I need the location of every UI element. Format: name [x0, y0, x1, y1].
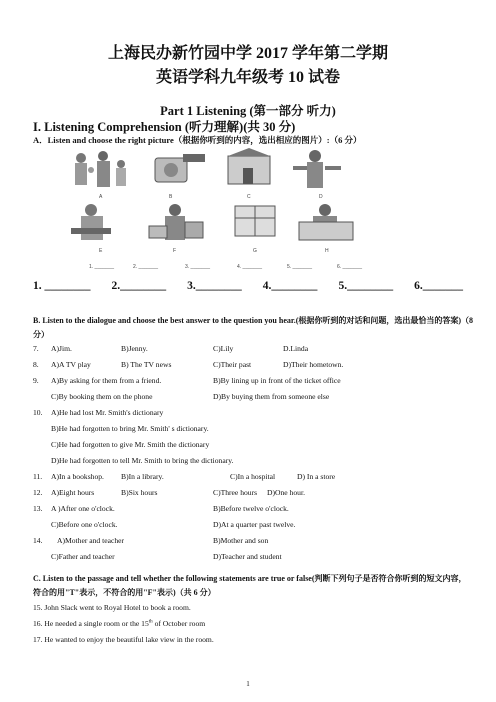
q9-option-b: B)By lining up in front of the ticket office	[213, 376, 341, 385]
page-number: 1	[246, 680, 250, 688]
q9-option-d: D)By buying them from someone else	[213, 392, 330, 401]
q12-option-a: A)Eight hours	[51, 488, 95, 497]
q7-option-b: B)Jenny.	[121, 344, 148, 353]
q11-option-d: D) In a store	[297, 472, 336, 481]
q13-option-a: A )After one o'clock.	[51, 504, 115, 513]
q7-option-a: A)Jim.	[51, 344, 72, 353]
picture-number-4: 4. _______	[237, 264, 263, 270]
picture-d	[293, 150, 341, 188]
q9-option-c: C)By booking them on the phone	[51, 392, 153, 401]
statement-16	[33, 619, 205, 628]
q10-option-b: B)He had forgotten to bring Mr. Smith' s dictionary.	[51, 424, 209, 433]
q7-number: 7.	[33, 344, 39, 353]
q7-option-c: C)Lily	[213, 344, 234, 353]
section-i-heading: I. Listening Comprehension (听力理解)(共 30 分)	[33, 120, 296, 134]
q14-option-a: A)Mother and teacher	[57, 536, 125, 545]
q8-option-c: C)Their past	[213, 360, 252, 369]
picture-g	[235, 206, 275, 236]
picture-h	[299, 204, 353, 240]
q9-option-a: A)By asking for them from a friend.	[51, 376, 162, 385]
section-c-instruction: C. Listen to the passage and tell whether the following statements are true or false(判断下列句子是否符合你听到的短文内容，符合的用"T"表示，不符合的用"F"表示)（共 6 分）	[33, 574, 467, 597]
section-a-instruction: A．Listen and choose the right picture（根据你听到的内容，选出相应的图片）:（6 分）	[33, 135, 362, 145]
q7-option-d: D.Linda	[283, 344, 309, 353]
statement-15: 15. John Slack went to Royal Hotel to book a room.	[33, 603, 191, 612]
picture-letter-a: A	[99, 194, 103, 200]
picture-number-1: 1. _______	[89, 264, 115, 270]
school-title: 上海民办新竹园中学 2017 学年第二学期	[107, 45, 388, 62]
picture-b	[155, 154, 205, 182]
exam-title: 英语学科九年级考 10 试卷	[155, 69, 340, 86]
q13-option-b: B)Before twelve o'clock.	[213, 504, 289, 513]
picture-letter-c: C	[247, 194, 251, 200]
picture-number-3: 3. _______	[185, 264, 211, 270]
picture-f	[149, 204, 203, 240]
q8-option-b: B) The TV news	[121, 360, 172, 369]
picture-a	[75, 151, 126, 187]
q9-number: 9.	[33, 376, 39, 385]
q11-option-a: A)In a bookshop.	[51, 472, 104, 481]
picture-number-5: 5. _______	[287, 264, 313, 270]
picture-number-2: 2. _______	[133, 264, 159, 270]
listening-pictures	[63, 148, 393, 272]
picture-letter-h: H	[325, 248, 329, 254]
answer-blank-5[interactable]: 5.________	[338, 280, 394, 292]
statement-17: 17. He wanted to enjoy the beautiful lake view in the room.	[33, 635, 214, 644]
q11-option-b: B)In a library.	[121, 472, 164, 481]
answer-blank-4[interactable]: 4.________	[262, 280, 318, 292]
q8-option-d: D)Their hometown.	[283, 360, 344, 369]
q13-option-c: C)Before one o'clock.	[51, 520, 118, 529]
picture-letter-b: B	[169, 194, 173, 200]
picture-c	[228, 148, 270, 184]
part-heading: Part 1 Listening (第一部分 听力)	[160, 104, 336, 118]
picture-e	[71, 204, 111, 240]
answer-blank-1[interactable]: 1. ________	[33, 280, 91, 292]
q10-number: 10.	[33, 408, 43, 417]
q12-number: 12.	[33, 488, 43, 497]
statement-16-part1: 16. He needed a single room or the 15	[33, 619, 149, 628]
q12-option-c: C)Three hours	[213, 488, 258, 497]
q13-option-d: D)At a quarter past twelve.	[213, 520, 296, 529]
q12-option-d: D)One hour.	[267, 488, 305, 497]
q8-option-a: A)A TV play	[51, 360, 91, 369]
q13-number: 13.	[33, 504, 43, 513]
q14-option-c: C)Father and teacher	[51, 552, 115, 561]
q8-number: 8.	[33, 360, 39, 369]
q11-number: 11.	[33, 472, 43, 481]
q14-option-b: B)Mother and son	[213, 536, 269, 545]
statement-16-part2: of October room	[152, 619, 206, 628]
q14-number: 14.	[33, 536, 43, 545]
picture-letter-e: E	[99, 248, 103, 254]
answer-blank-6[interactable]: 6._______	[414, 280, 463, 292]
q11-option-c: C)In a hospital	[230, 472, 276, 481]
statement-16-sup: th	[148, 619, 153, 625]
q10-option-c: C)He had forgotten to give Mr. Smith the dictionary	[51, 440, 210, 449]
answer-blank-2[interactable]: 2.________	[111, 280, 167, 292]
picture-letter-f: F	[173, 248, 177, 254]
q10-option-a: A)He had lost Mr. Smith's dictionary	[51, 408, 164, 417]
section-b-instruction: B. Listen to the dialogue and choose the best answer to the question you hear.(根据你听到的对话和问题，选出最恰当的答案)（8 分）	[33, 316, 474, 339]
picture-letter-d: D	[319, 194, 323, 200]
q12-option-b: B)Six hours	[121, 488, 158, 497]
answer-blanks-row	[33, 280, 463, 292]
answer-blank-3[interactable]: 3.________	[187, 280, 242, 292]
q10-option-d: D)He had forgotten to tell Mr. Smith to bring the dictionary.	[51, 456, 234, 465]
q14-option-d: D)Teacher and student	[213, 552, 282, 561]
picture-letter-g: G	[253, 248, 257, 254]
picture-number-6: 6. _______	[337, 264, 363, 270]
